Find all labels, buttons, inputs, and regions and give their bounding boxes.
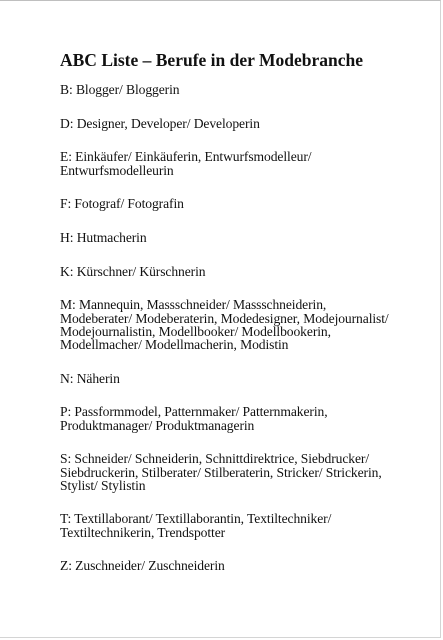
list-item-e: E: Einkäufer/ Einkäuferin, Entwurfsmodelleur/ Entwurfsmodelleurin [60, 149, 312, 178]
list-item-n: N: Näherin [60, 370, 120, 386]
list-item-p: P: Passformmodel, Patternmaker/ Patternmakerin, Produktmanager/ Produktmanagerin [60, 404, 328, 433]
list-item-h: H: Hutmacherin [60, 230, 147, 246]
document-content [60, 49, 400, 593]
profession-list [60, 83, 400, 573]
list-item-f: F: Fotograf/ Fotografin [60, 196, 184, 212]
list-item-d: D: Designer, Developer/ Developerin [60, 115, 260, 131]
list-item-b: B: Blogger/ Bloggerin [60, 82, 180, 97]
list-item-t: T: Textillaborant/ Textillaborantin, Textiltechniker/ Textiltechnikerin, Trendspotter [60, 511, 332, 540]
list-item-z: Z: Zuschneider/ Zuschneiderin [60, 558, 225, 574]
list-item-m: M: Mannequin, Massschneider/ Massschneiderin, Modeberater/ Modeberaterin, Modedesigner, Modejournalist/ Modejournalistin, Modellbooker/ Modellbookerin, Modellmacher/ Modellmacherin, Modistin [60, 297, 389, 353]
list-item-s: S: Schneider/ Schneiderin, Schnittdirektrice, Siebdrucker/ Siebdruckerin, Stilberater/ Stilberaterin, Stricker/ Strickerin, Stylist/ Stylistin [60, 451, 382, 493]
list-item-k: K: Kürschner/ Kürschnerin [60, 263, 206, 279]
document-title: ABC Liste – Berufe in der Modebranche [60, 50, 363, 70]
